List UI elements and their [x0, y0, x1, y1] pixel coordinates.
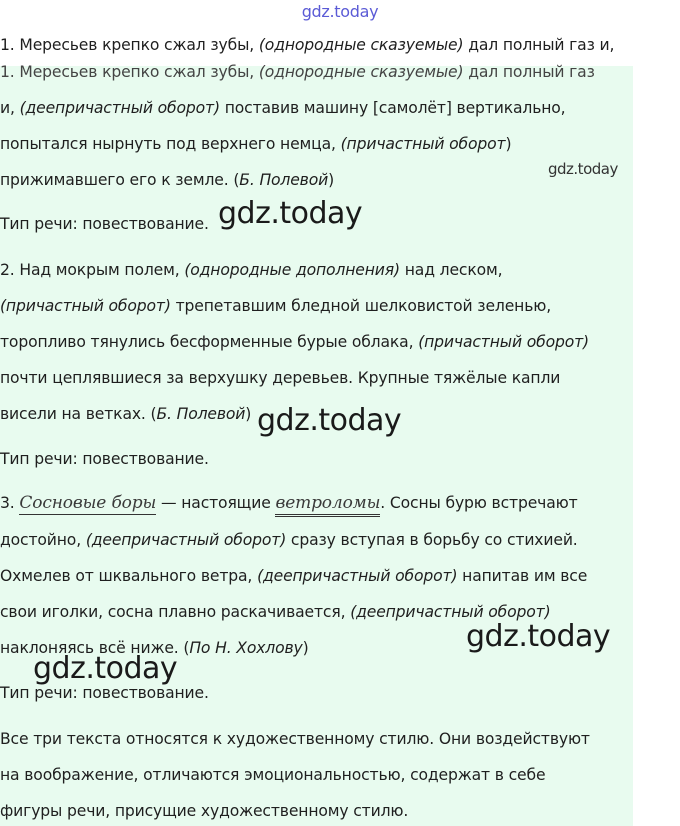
annotation: (однородные сказуемые) [258, 36, 464, 54]
conclusion-line: фигуры речи, присущие художественному стилю. [0, 802, 409, 820]
text: висели на ветках. ( [0, 405, 157, 423]
text-line [0, 404, 251, 424]
text: . Сосны бурю встречают [380, 494, 578, 512]
text: прижимавшего его к земле. ( [0, 171, 240, 189]
text: напитав им все [457, 567, 588, 585]
text-type-line: Тип речи: повествование. [0, 684, 209, 702]
text-line [0, 98, 565, 118]
text: 1. Мересьев крепко сжал зубы, [0, 36, 259, 54]
text: ) [245, 405, 252, 423]
annotation: (причастный оборот [340, 135, 506, 153]
text-line [0, 35, 614, 55]
text: ) [328, 171, 335, 189]
text-line [0, 493, 578, 513]
annotation: (причастный оборот) [0, 297, 171, 315]
text-line [0, 260, 502, 280]
text: сразу вступая в борьбу со стихией. [286, 531, 578, 549]
text: Охмелев от шквального ветра, [0, 567, 258, 585]
annotation: (однородные сказуемые) [258, 63, 464, 81]
text-line [0, 62, 595, 82]
text-line [0, 530, 578, 550]
annotation: (однородные дополнения) [184, 261, 400, 279]
conclusion-line: Все три текста относятся к художественному стилю. Они воздействуют [0, 730, 590, 748]
text: 1. Мересьев крепко сжал зубы, [0, 63, 259, 81]
header-watermark: gdz.today [301, 2, 379, 21]
text: трепетавшим бледной шелковистой зеленью, [170, 297, 552, 315]
text: и, [0, 99, 20, 117]
subject-underlined: Сосновые боры [19, 493, 157, 513]
watermark: gdz.today [33, 651, 178, 686]
text: над леском, [399, 261, 503, 279]
text-type-line: Тип речи: повествование. [0, 215, 209, 233]
text: дал полный газ [463, 63, 595, 81]
author: По Н. Хохлову [189, 639, 303, 657]
author: Б. Полевой [239, 171, 329, 189]
annotation: (деепричастный оборот) [85, 531, 287, 549]
text-line: почти цеплявшиеся за верхушку деревьев. Крупные тяжёлые капли [0, 369, 561, 387]
watermark: gdz.today [218, 196, 363, 231]
annotation: (причастный оборот) [418, 333, 589, 351]
predicate-underlined: ветроломы [275, 493, 380, 517]
text: 3. [0, 494, 20, 512]
text-line [0, 296, 551, 316]
text-line [0, 566, 587, 586]
text: торопливо тянулись бесформенные бурые облака, [0, 333, 419, 351]
text: дал полный газ и, [463, 36, 615, 54]
text: поставив машину [самолёт] вертикально, [219, 99, 566, 117]
annotation: (деепричастный оборот) [19, 99, 220, 117]
annotation: (деепричастный оборот) [350, 603, 551, 621]
text: достойно, [0, 531, 86, 549]
text: наклоняясь всё ниже. ( [0, 639, 190, 657]
text: ) [302, 639, 309, 657]
watermark: gdz.today [257, 403, 402, 438]
text: ) [505, 135, 512, 153]
text-line [0, 170, 334, 190]
text: — настоящие [156, 494, 276, 512]
conclusion-line: на воображение, отличаются эмоциональностью, содержат в себе [0, 766, 546, 784]
watermark: gdz.today [548, 160, 618, 178]
text: свои иголки, сосна плавно раскачивается, [0, 603, 351, 621]
text-type-line: Тип речи: повествование. [0, 450, 209, 468]
author: Б. Полевой [156, 405, 246, 423]
text: 2. Над мокрым полем, [0, 261, 185, 279]
annotation: (деепричастный оборот) [257, 567, 458, 585]
text-line [0, 134, 511, 154]
watermark: gdz.today [466, 619, 611, 654]
text: попытался нырнуть под верхнего немца, [0, 135, 341, 153]
text-line [0, 332, 589, 352]
